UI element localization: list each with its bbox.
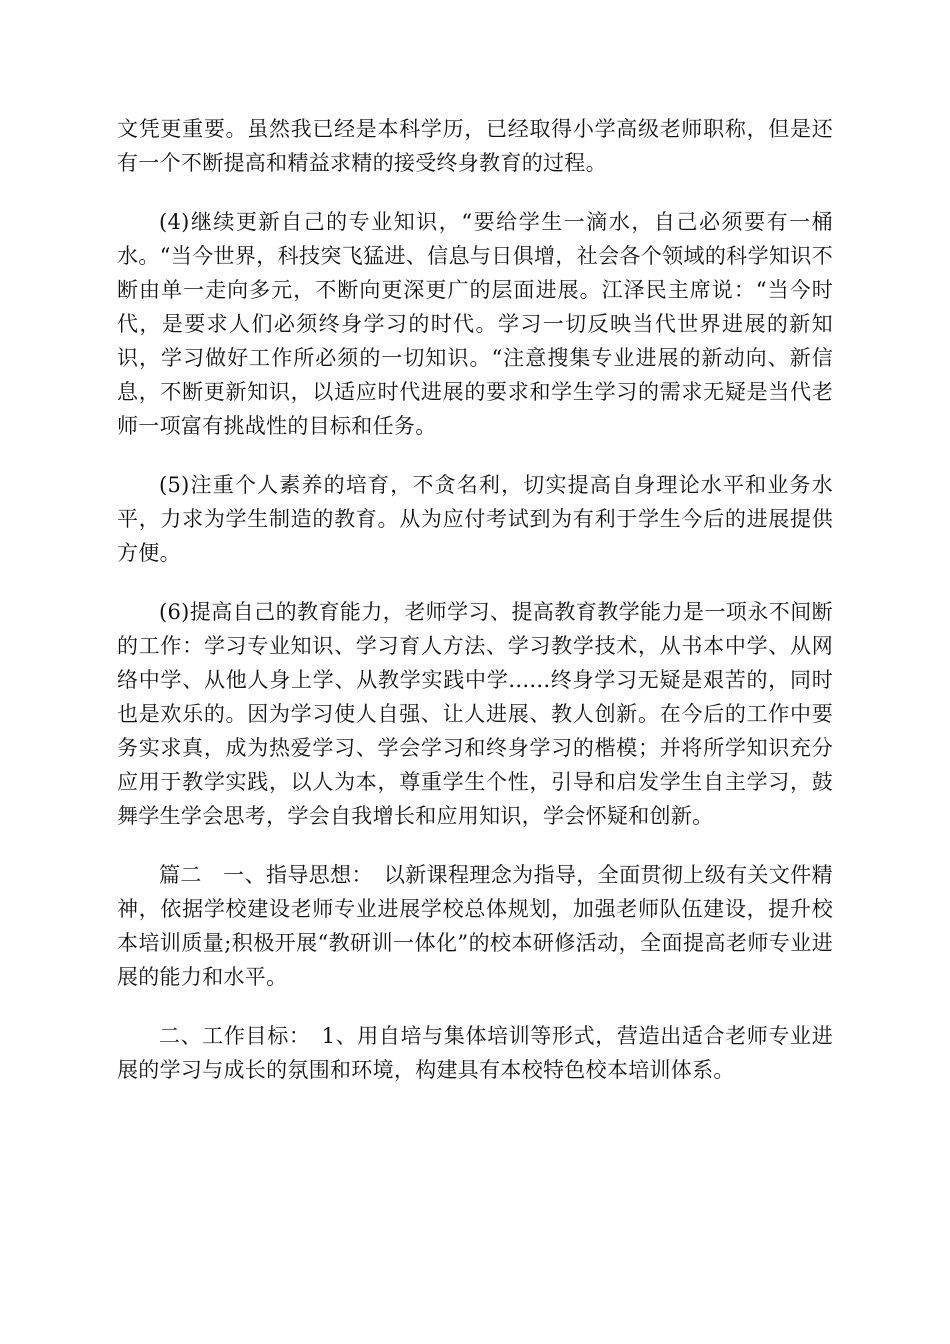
paragraph-item-4: (4)继续更新自己的专业知识，“要给学生一滴水，自己必须要有一桶水。“当今世界，科技突飞猛进、信息与日俱增，社会各个领域的科学知识不断由单一走向多元，不断向更深更广的层面进展。江泽民主席说：“当今时代，是要求人们必须终身学习的时代。学习一切反映当代世界进展的新知识，学习做好工作所必须的一切知识。“注意搜集专业进展的新动向、新信息，不断更新知识，以适应时代进展的要求和学生学习的需求无疑是当代老师一项富有挑战性的目标和任务。 — [117, 210, 833, 438]
paragraph-item-5: (5)注重个人素养的培育，不贪名利，切实提高自身理论水平和业务水平，力求为学生制造的教育。从为应付考试到为有利于学生今后的进展提供方便。 — [117, 473, 833, 565]
paragraph-continuation: 文凭更重要。虽然我已经是本科学历，已经取得小学高级老师职称，但是还有一个不断提高和精益求精的接受终身教育的过程。 — [117, 117, 833, 175]
paragraph-guiding-thought: 篇二 一、指导思想： 以新课程理念为指导，全面贯彻上级有关文件精神，依据学校建设老师专业进展学校总体规划，加强老师队伍建设，提升校本培训质量;积极开展“教研训一体化”的校本研修活动，全面提高老师专业进展的能力和水平。 — [117, 863, 833, 989]
paragraph-item-6: (6)提高自己的教育能力，老师学习、提高教育教学能力是一项永不间断的工作：学习专业知识、学习育人方法、学习教学技术，从书本中学、从网络中学、从他人身上学、从教学实践中学......终身学习无疑是艰苦的，同时也是欢乐的。因为学习使人自强、让人进展、教人创新。在今后的工作中要务实求真，成为热爱学习、学会学习和终身学习的楷模；并将所学知识充分应用于教学实践，以人为本，尊重学生个性，引导和启发学生自主学习，鼓舞学生学会思考，学会自我增长和应用知识，学会怀疑和创新。 — [117, 600, 833, 828]
document-body — [117, 112, 833, 1112]
paragraph-work-goals: 二、工作目标： 1、用自培与集体培训等形式，营造出适合老师专业进展的学习与成长的氛围和环境，构建具有本校特色校本培训体系。 — [117, 1024, 833, 1082]
